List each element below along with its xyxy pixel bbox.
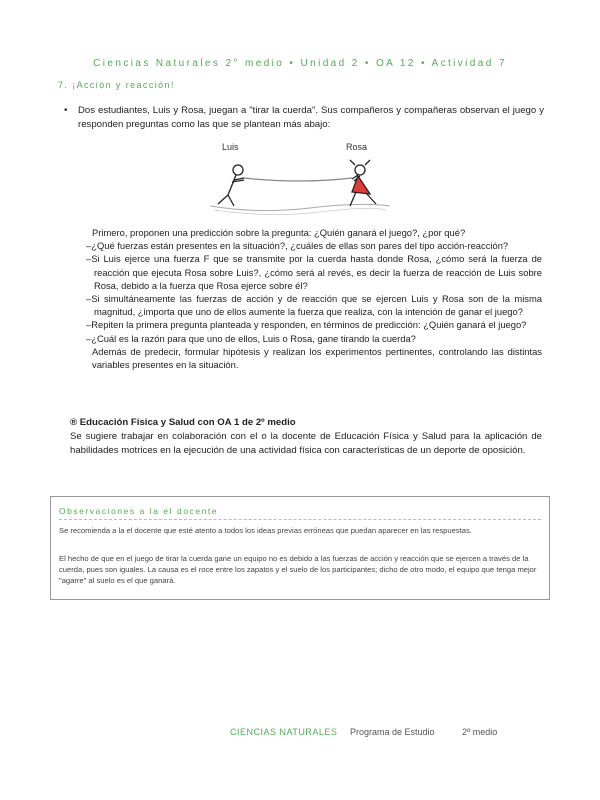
footer-subject: CIENCIAS NATURALES bbox=[230, 727, 338, 737]
observations-title: Observaciones a la el docente bbox=[59, 506, 219, 516]
observations-divider bbox=[59, 519, 541, 520]
ef-text: Se sugiere trabajar en colaboración con el o la docente de Educación Física y Salud para la aplicación de habilidades motrices en la ejecución de una actividad física con características de un deporte de oposición. bbox=[70, 431, 542, 456]
ground-line bbox=[210, 204, 390, 210]
observations-paragraph-2: El hecho de que en el juego de tirar la cuerda gane un equipo no es debido a las fuerzas de acción y reacción que se ejercen a través de la cuerda, pues son iguales. La causa es el roce entre los zapatos y el suelo de los participantes; dicho de otro modo, el equipo que tenga mejor "agarre" al suelo es el que ganará. bbox=[59, 554, 537, 585]
footer-level: 2º medio bbox=[462, 727, 498, 737]
footer-program: Programa de Estudio bbox=[350, 727, 435, 737]
physical-education-block bbox=[70, 416, 542, 458]
intro-bullet bbox=[64, 104, 544, 132]
rosa-figure bbox=[350, 160, 376, 206]
question-item: –Repiten la primera pregunta planteada y responden, en términos de predicción: ¿Quién ganará el juego? bbox=[86, 319, 527, 331]
question-item: –Si Luis ejerce una fuerza F que se transmite por la cuerda hasta donde Rosa, ¿cómo será la fuerza de reacción que ejecuta Rosa sobre Luis?, ¿cómo será al revés, es decir la fuerza de reacción de Luis sobre Rosa, debido a la fuerza que Rosa ejerce sobre él? bbox=[86, 253, 542, 291]
observations-paragraph-1: Se recomienda a la el docente que esté atento a todos los ideas previas erróneas que puedan aparecer en las respuestas. bbox=[59, 526, 472, 535]
luis-figure bbox=[218, 165, 244, 206]
page-footer bbox=[0, 727, 600, 741]
question-item: –Si simultáneamente las fuerzas de acción y de reacción que se ejercen Luis y Rosa son de la misma magnitud, ¿importa que uno de ellos aumente la fuerza que realiza, con la intención de ganar el juego? bbox=[86, 293, 542, 318]
ef-title: ® Educación Física y Salud con OA 1 de 2º medio bbox=[70, 417, 296, 428]
luis-label: Luis bbox=[222, 142, 239, 152]
questions-intro: Primero, proponen una predicción sobre la pregunta: ¿Quién ganará el juego?, ¿por qué? bbox=[92, 227, 466, 238]
bullet-icon: • bbox=[64, 105, 68, 116]
question-item: –¿Qué fuerzas están presentes en la situación?, ¿cuáles de ellas son pares del tipo acción-reacción? bbox=[86, 240, 509, 252]
rosa-label: Rosa bbox=[346, 142, 368, 152]
section-label: 7. ¡Acción y reacción! bbox=[58, 80, 175, 90]
page-header: Ciencias Naturales 2° medio • Unidad 2 • OA 12 • Actividad 7 bbox=[93, 58, 507, 69]
tug-of-war-illustration bbox=[200, 140, 400, 220]
rope-line bbox=[244, 178, 352, 181]
question-item: –¿Cuál es la razón para que uno de ellos, Luis o Rosa, gane tirando la cuerda? bbox=[86, 332, 416, 344]
teacher-observations-box bbox=[50, 496, 550, 600]
questions-closing: Además de predecir, formular hipótesis y realizan los experimentos pertinentes, controlando las distintas variables presentes en la situación. bbox=[92, 345, 542, 371]
questions-block bbox=[86, 226, 542, 371]
intro-text: Dos estudiantes, Luis y Rosa, juegan a "tirar la cuerda". Sus compañeros y compañeras observan el juego y responden preguntas como las que se plantean más abajo: bbox=[78, 105, 544, 130]
